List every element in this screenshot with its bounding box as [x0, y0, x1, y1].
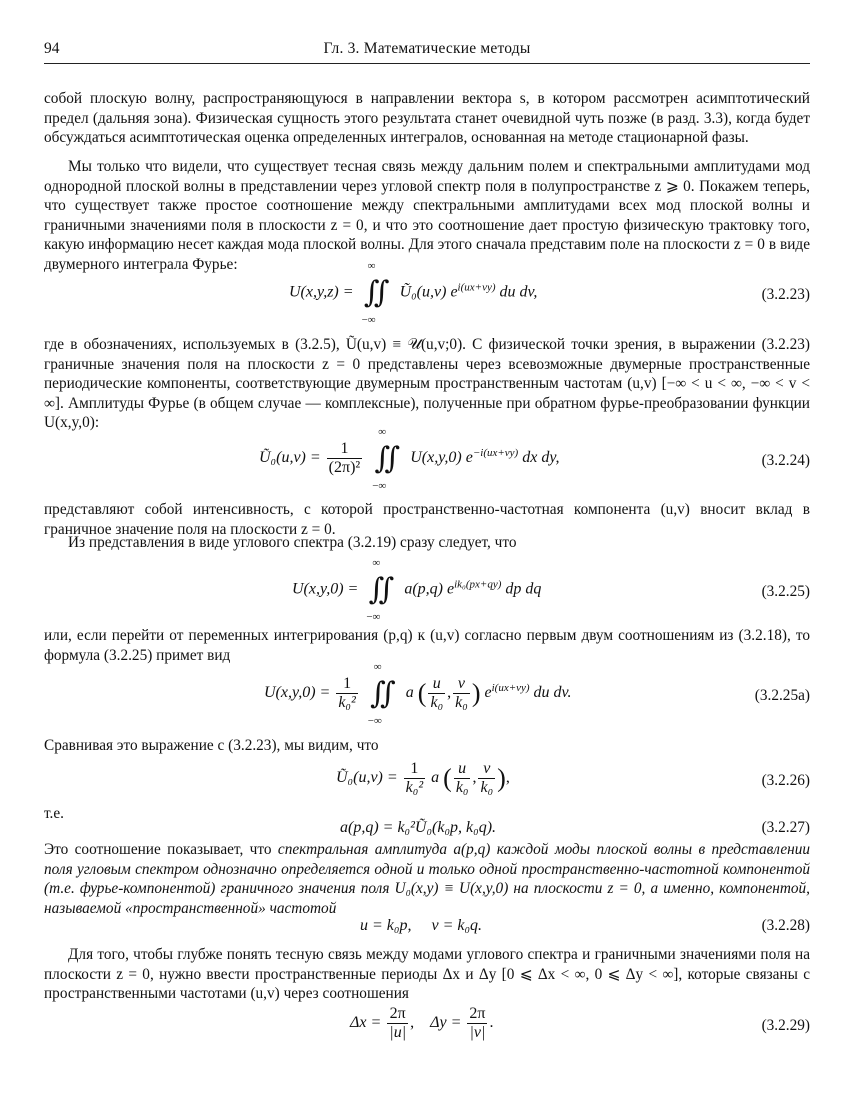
upper-limit: ∞: [372, 557, 381, 569]
running-title: Гл. 3. Математические методы: [323, 40, 531, 57]
fraction: [404, 760, 425, 797]
equation-body: [350, 1005, 493, 1042]
equation-number: (3.2.28): [761, 917, 810, 934]
eq-lhs: Ũ₀(u,v) =: [336, 769, 398, 787]
upper-limit: ∞: [367, 260, 376, 272]
frac-den: k₀²: [338, 694, 356, 711]
fraction: [454, 760, 471, 797]
eq-tail: ,: [505, 769, 510, 787]
frac-den: |u|: [389, 1024, 407, 1041]
double-integral-symbol: ∬ ∞ −∞: [366, 557, 395, 623]
eq-integrand: U(x,y,0) e: [410, 449, 473, 467]
fraction: [327, 440, 363, 477]
frac-den: k₀: [455, 694, 468, 711]
equation-number: (3.2.24): [761, 452, 810, 469]
lower-limit: −∞: [372, 479, 387, 492]
frac-den: k₀: [455, 779, 469, 796]
double-integral-symbol: ∬ ∞ −∞: [372, 425, 400, 492]
equation-3-2-24: [44, 425, 810, 492]
frac-num: 2π: [389, 1005, 406, 1022]
equation-number: (3.2.25a): [754, 687, 810, 704]
frac-num: 1: [343, 675, 352, 692]
left-paren: (: [417, 678, 427, 708]
frac-den: k₀: [430, 694, 444, 711]
equation-number: (3.2.26): [761, 772, 810, 789]
equation-body: [289, 260, 538, 326]
eq-exp-base: e: [484, 684, 492, 702]
eq-delta-x: Δx =: [350, 1014, 382, 1032]
frac-den: (2π)²: [328, 459, 361, 476]
equation-number: (3.2.23): [761, 286, 810, 303]
eq-lhs: U(x,y,0) =: [292, 580, 359, 598]
frac-den: k₀: [480, 779, 494, 796]
frac-num: 1: [410, 760, 419, 777]
eq-tail: dx dy,: [518, 449, 560, 467]
equation-number: (3.2.27): [761, 819, 810, 836]
eq-lhs: U(x,y,z) =: [289, 283, 354, 301]
double-integral-symbol: ∬ ∞ −∞: [361, 260, 390, 326]
paragraph-1: собой плоскую волну, распространяющуюся в направлении вектора s, в котором рассмотрен асимптотический предел (дальняя зона). Физическая сущность этого результата станет очевидной чуть позже (в разд. 3.3), когда будет обсуждаться асимптотическая оценка определенных интегралов, основанная на методе стационарной фазы.: [44, 90, 810, 147]
paragraph-10: Для того, чтобы глубже понять тесную связь между модами углового спектра и граничными значениями поля на плоскости z = 0, нужно ввести пространственные периоды Δx и Δy [0 ⩽ Δx < ∞, 0 ⩽ Δy < ∞], которые связаны с пространственными частотами (u,v) через соотношения: [44, 946, 810, 1003]
frac-num: v: [483, 760, 491, 777]
eq-exponent: −i(ux+vy): [472, 446, 519, 459]
eq-integrand: a(p,q) e: [404, 580, 455, 598]
equation-body: U(x,y,0) = $\frac{1}{\text{k₀²}}$ ∬ ∞ −∞ a ( $\frac{u}{\text{k₀}}$ , $\frac{v}{\text{k₀}}$ ) $e^{i(ux+vy)}$ du dv.: [264, 660, 572, 727]
equation-3-2-25: [44, 557, 810, 623]
lower-limit: −∞: [361, 314, 376, 326]
double-integral-symbol: ∬ ∞ −∞: [367, 660, 396, 727]
frac-num: 1: [340, 440, 349, 457]
paragraph-9: [44, 840, 810, 918]
eq-integrand: Ũ₀(u,v) e: [399, 283, 458, 301]
equation-3-2-26: [44, 760, 810, 804]
frac-num: v: [457, 675, 466, 692]
page-number: 94: [44, 40, 60, 57]
fraction: [467, 1005, 487, 1042]
frac-den: |v|: [467, 1023, 487, 1042]
eq-lhs: Ũ₀(u,v) =: [259, 449, 321, 467]
fraction: [336, 675, 357, 712]
eq-separator: ,: [410, 1014, 415, 1032]
equation-body: a(p,q) = k₀²Ũ₀(k₀p, k₀q).: [340, 819, 497, 836]
paragraph-4: представляют собой интенсивность, с которой пространственно-частотная компонента (u,v) вносит вклад в граничное значение поля на плоскости z = 0.: [44, 501, 810, 538]
eq-tail: du dv,: [495, 283, 538, 301]
fraction: [387, 1005, 408, 1042]
frac-num: u: [432, 675, 441, 692]
equation-number: (3.2.25): [761, 583, 810, 600]
paragraph-3: где в обозначениях, используемых в (3.2.5), Ũ(u,v) ≡ 𝒰(u,v;0). С физической точки зрения, в выражении (3.2.23) граничные значения поля на плоскости z = 0 представлены через всевозможные двумерные пространственные периодические компоненты, соответствующие двумерным пространственным частотам (u,v) [−∞ < u < ∞, −∞ < v < ∞]. Амплитуды Фурье (в общем случае — комплексные), полученные при обратном фурье-преобразовании функции U(x,y,0):: [44, 336, 810, 432]
header-rule: [44, 63, 810, 64]
frac-num: 2π: [469, 1005, 486, 1022]
equation-body: Ũ₀(u,v) = $\frac{1}{\text{k₀²}}$ a ( $\frac{u}{\text{k₀}}$ , $\frac{v}{\text{k₀}}$ ),: [336, 760, 510, 796]
equation-body: [292, 557, 542, 623]
fraction: [453, 675, 470, 712]
right-paren: ): [471, 678, 481, 708]
paragraph-5: Из представления в виде углового спектра (3.2.19) сразу следует, что: [68, 534, 517, 551]
paragraph-9-emphasis: спектральная амплитуда a(p,q) каждой моды плоской волны в представлении поля угловым спектром однозначно определяется одной и только одной пространственно-частотной компонентой (т.е. фурье-компонентой) граничного значения поля U₀(x,y) ≡ U(x,y,0) на плоскости z = 0, а именно, компонентой, называемой «пространственной» частотой: [44, 841, 811, 917]
fraction: [428, 675, 445, 712]
upper-limit: ∞: [378, 425, 387, 438]
left-paren: (: [443, 763, 452, 793]
running-header: [44, 40, 810, 64]
eq-exponent: i(ux+vy): [491, 681, 530, 694]
eq-exponent: ik₀(px+qy): [454, 578, 502, 591]
frac-num: u: [458, 760, 467, 777]
paragraph-7: Сравнивая это выражение с (3.2.23), мы видим, что: [44, 737, 379, 754]
eq-lhs: U(x,y,0) =: [264, 684, 331, 702]
right-paren: ): [497, 763, 506, 793]
equation-3-2-29: [44, 1005, 810, 1049]
equation-number: (3.2.29): [761, 1017, 810, 1034]
eq-tail: du dv.: [529, 684, 572, 702]
frac-den: k₀²: [405, 779, 424, 796]
equation-3-2-25a: [44, 660, 810, 727]
paragraph-2: Мы только что видели, что существует тесная связь между дальним полем и спектральными амплитудами мод однородной плоской волны в представлении через угловой спектр поля в полупространстве z ⩾ 0. Покажем теперь, что существует также простое соотношение между спектральными амплитудами всех мод плоской волны и граничными значениями поля в плоскости z = 0, и что это соотношение дает простую физическую трактовку того, какую информацию несет каждая мода плоской волны. Для этого сначала представим поле на плоскости z = 0 в виде двумерного интеграла Фурье:: [44, 158, 810, 273]
equation-3-2-28: [44, 917, 810, 937]
paragraph-8: т.е.: [44, 805, 64, 822]
fraction: [478, 760, 495, 797]
equation-body: [259, 425, 560, 492]
lower-limit: −∞: [366, 611, 381, 623]
paragraph-6: или, если перейти от переменных интегрирования (p,q) к (u,v) согласно первым двум соотношениям из (3.2.18), то формула (3.2.25) примет вид: [44, 627, 810, 664]
eq-tail: .: [489, 1014, 494, 1032]
eq-delta-y: Δy =: [430, 1014, 462, 1032]
eq-tail: dp dq: [501, 580, 542, 598]
eq-function-a: a: [431, 769, 440, 787]
lower-limit: −∞: [367, 714, 382, 727]
equation-3-2-23: [44, 260, 810, 326]
paragraph-9-lead: Это соотношение показывает, что: [44, 841, 278, 858]
eq-function-a: a: [405, 684, 414, 702]
upper-limit: ∞: [373, 660, 382, 673]
equation-body: u = k₀p, v = k₀q.: [360, 917, 483, 934]
eq-exponent: i(ux+vy): [457, 281, 496, 294]
equation-3-2-27: [44, 819, 810, 839]
